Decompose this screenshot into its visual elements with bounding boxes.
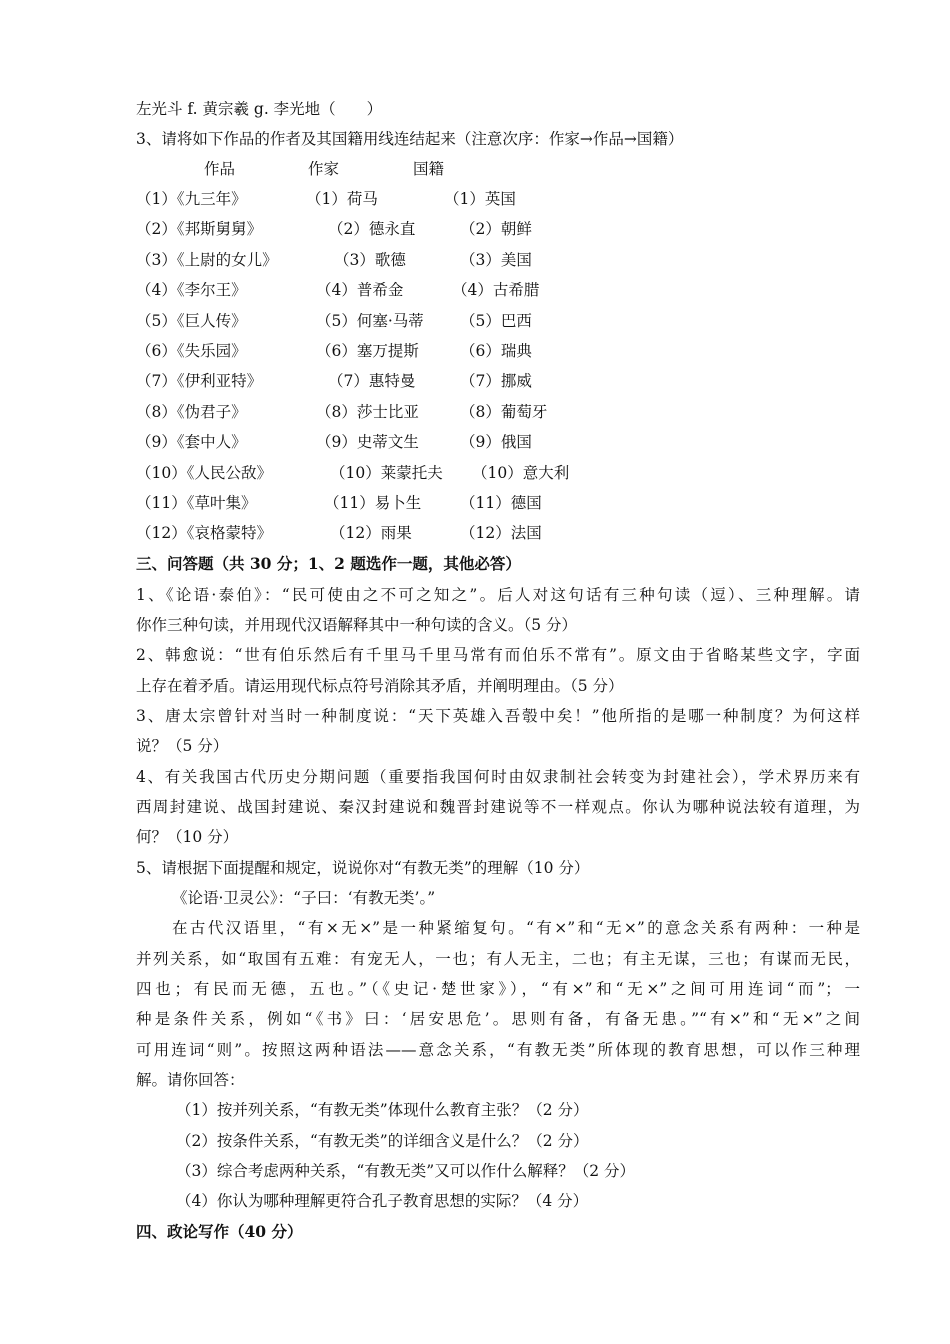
country-item: （10）意大利 — [472, 463, 570, 482]
author-item: （7）惠特曼 — [328, 372, 416, 391]
work-item: （6）《失乐园》 — [136, 342, 247, 360]
author-item: （10）莱蒙托夫 — [330, 463, 443, 482]
sub-question: （2）按条件关系，“有教无类”的详细含义是什么？（2 分） — [176, 1132, 589, 1150]
work-item: （12）《哀格蒙特》 — [136, 524, 272, 543]
author-item: （3）歌德 — [334, 250, 406, 269]
question-1-line: 你作三种句读，并用现代汉语解释其中一种句读的含义。（5 分） — [136, 616, 578, 634]
country-item: （12）法国 — [460, 524, 542, 543]
author-item: （11）易卜生 — [324, 494, 422, 512]
question-5-paragraph: 种是条件关系，例如“《书》曰：‘居安思危’。思则有备，有备无患。”“有×”和“无×”之间 — [136, 1010, 860, 1028]
work-item: （3）《上尉的女儿》 — [136, 250, 278, 269]
country-item: （2）朝鲜 — [460, 220, 532, 239]
work-item: （9）《套中人》 — [136, 433, 247, 452]
question-2-line: 上存在着矛盾。请运用现代标点符号消除其矛盾，并阐明理由。（5 分） — [136, 677, 624, 695]
country-item: （9）俄国 — [460, 433, 532, 452]
question-4-line: 何？（10 分） — [136, 828, 239, 846]
author-item: （1）荷马 — [306, 190, 378, 208]
sub-question: （1）按并列关系，“有教无类”体现什么教育主张？（2 分） — [176, 1101, 589, 1119]
work-item: （10）《人民公敌》 — [136, 463, 272, 482]
question-5-line: 5、请根据下面提醒和规定，说说你对“有教无类”的理解（10 分） — [136, 859, 590, 877]
question-4-line: 4、有关我国古代历史分期问题（重要指我国何时由奴隶制社会转变为封建社会），学术界历来有 — [136, 768, 860, 786]
country-item: （8）葡萄牙 — [460, 402, 548, 421]
question-5-paragraph: 并列关系，如“取国有五难：有宠无人，一也；有人无主，二也；有主无谋，三也；有谋而无民， — [136, 950, 860, 968]
question-3-line: 说？（5 分） — [136, 737, 229, 755]
work-item: （4）《李尔王》 — [136, 281, 247, 300]
country-item: （3）美国 — [460, 250, 532, 269]
question-5-paragraph: 解。请你回答： — [136, 1071, 245, 1089]
question-5-paragraph: 四也；有民而无德，五也。”（《史记·楚世家》），“有×”和“无×”之间可用连词“而”；一 — [136, 980, 860, 998]
work-item: （11）《草叶集》 — [136, 494, 257, 512]
sub-question: （4）你认为哪种理解更符合孔子教育思想的实际？（4 分） — [176, 1192, 589, 1210]
section-3-heading: 三、问答题（共 30 分；1、2 题选作一题，其他必答） — [136, 554, 521, 573]
work-item: （1）《九三年》 — [136, 190, 247, 208]
header-works: 作品 — [204, 160, 236, 178]
question-5-quote: 《论语·卫灵公》：“子曰：‘有教无类’。” — [172, 889, 436, 907]
country-item: （11）德国 — [460, 494, 542, 512]
author-item: （4）普希金 — [316, 281, 404, 300]
author-item: （6）塞万提斯 — [316, 342, 419, 360]
header-authors: 作家 — [308, 160, 340, 178]
work-item: （7）《伊利亚特》 — [136, 372, 263, 391]
country-item: （7）挪威 — [460, 372, 532, 391]
question-5-paragraph: 在古代汉语里，“有×无×”是一种紧缩复句。“有×”和“无×”的意念关系有两种：一种是 — [172, 919, 860, 937]
author-item: （12）雨果 — [330, 524, 412, 543]
section-4-heading: 四、政论写作（40 分） — [136, 1222, 303, 1241]
sub-question: （3）综合考虑两种关系，“有教无类”又可以作什么解释？（2 分） — [176, 1162, 636, 1180]
work-item: （2）《邦斯舅舅》 — [136, 220, 263, 239]
country-item: （4）古希腊 — [452, 281, 540, 300]
country-item: （5）巴西 — [460, 311, 532, 330]
author-item: （5）何塞·马蒂 — [316, 311, 424, 330]
author-item: （2）德永直 — [328, 220, 416, 239]
question-4-line: 西周封建说、战国封建说、秦汉封建说和魏晋封建说等不一样观点。你认为哪种说法较有道理，为 — [136, 798, 860, 816]
text-line: 左光斗 f. 黄宗羲 g. 李光地（ ） — [136, 100, 383, 118]
work-item: （8）《伪君子》 — [136, 402, 247, 421]
question-5-paragraph: 可用连词“则”。按照这两种语法——意念关系，“有教无类”所体现的教育思想，可以作三种理 — [136, 1041, 860, 1059]
question-3-line: 3、唐太宗曾针对当时一种制度说：“天下英雄入吾彀中矣！”他所指的是哪一种制度？为何这样 — [136, 707, 860, 725]
author-item: （9）史蒂文生 — [316, 433, 419, 452]
country-item: （1）英国 — [444, 190, 516, 208]
header-countries: 国籍 — [413, 160, 445, 178]
work-item: （5）《巨人传》 — [136, 311, 247, 330]
question-2-line: 2、韩愈说：“世有伯乐然后有千里马千里马常有而伯乐不常有”。原文由于省略某些文字，字面 — [136, 646, 860, 664]
author-item: （8）莎士比亚 — [316, 402, 419, 421]
question-3-prompt: 3、请将如下作品的作者及其国籍用线连结起来（注意次序：作家→作品→国籍） — [136, 130, 684, 148]
country-item: （6）瑞典 — [460, 342, 532, 360]
question-1-line: 1、《论语·泰伯》：“民可使由之不可之知之”。后人对这句话有三种句读（逗）、三种理解。请 — [136, 586, 860, 604]
